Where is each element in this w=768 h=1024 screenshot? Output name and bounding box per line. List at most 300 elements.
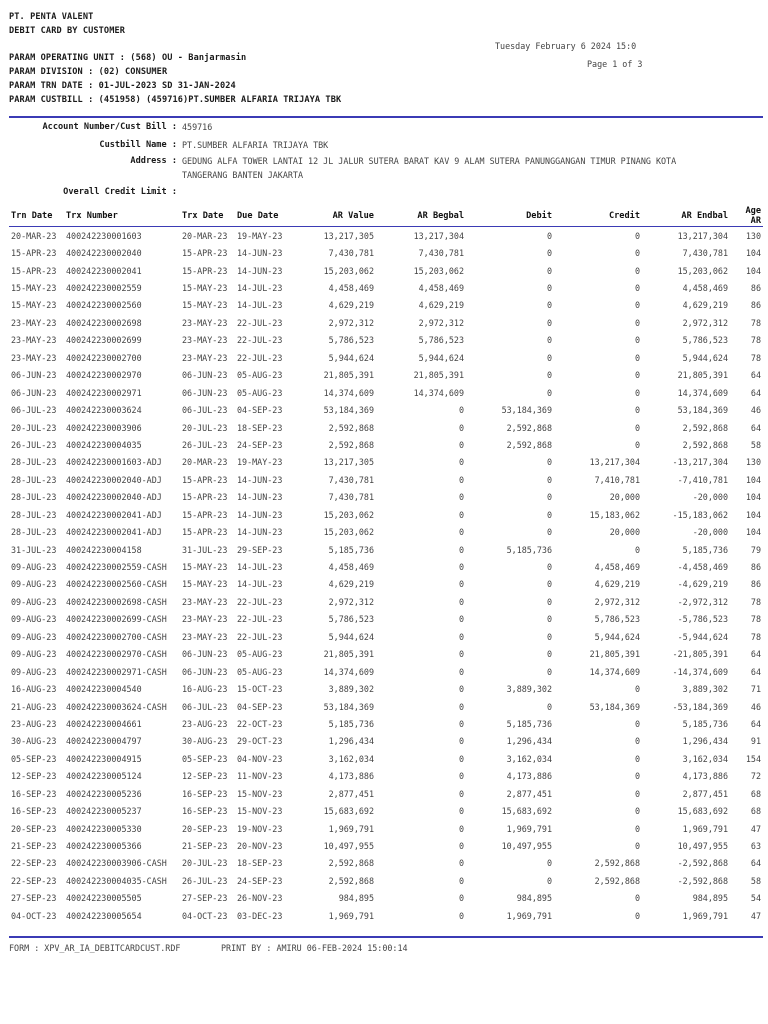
cell-ar-begbal: 2,972,312 (418, 317, 464, 328)
cell-age-ar: 46 (750, 701, 761, 712)
cell-trx-number: 400242230001603 (66, 230, 142, 241)
custbill-name-label: Custbill Name : (99, 140, 177, 150)
cell-trx-date: 06-JUL-23 (182, 701, 228, 712)
cell-trx-date: 15-MAY-23 (182, 300, 228, 311)
table-row (9, 768, 763, 785)
cell-ar-endbal: 15,683,692 (677, 806, 728, 817)
param-block (9, 51, 341, 107)
cell-ar-value: 2,972,312 (328, 317, 374, 328)
cell-ar-value: 2,592,868 (328, 858, 374, 869)
table-row (9, 837, 763, 854)
cell-trx-number: 400242230002699 (66, 335, 142, 346)
cell-ar-begbal: 13,217,304 (413, 230, 464, 241)
cell-due-date: 29-SEP-23 (237, 544, 283, 555)
cell-ar-value: 7,430,781 (328, 474, 374, 485)
cell-debit: 2,877,451 (506, 788, 552, 799)
cell-ar-begbal: 0 (458, 841, 464, 852)
cell-debit: 0 (546, 317, 552, 328)
cell-due-date: 19-MAY-23 (237, 230, 283, 241)
cell-trx-number: 400242230002971-CASH (66, 666, 167, 677)
cell-ar-value: 1,296,434 (328, 736, 374, 747)
table-row (9, 349, 763, 366)
table-row (9, 541, 763, 558)
cell-due-date: 05-AUG-23 (237, 649, 283, 660)
cell-trx-number: 400242230004540 (66, 684, 142, 695)
cell-ar-begbal: 0 (458, 457, 464, 468)
cell-credit: 0 (634, 910, 640, 921)
cell-due-date: 14-JUN-23 (237, 474, 283, 485)
custbill-name-value: PT.SUMBER ALFARIA TRIJAYA TBK (182, 140, 329, 150)
cell-ar-endbal: -2,592,868 (677, 875, 728, 886)
table-row (9, 715, 763, 732)
cell-trn-date: 23-MAY-23 (11, 335, 57, 346)
cell-debit: 4,173,886 (506, 771, 552, 782)
cell-credit: 0 (634, 684, 640, 695)
cell-credit: 0 (634, 841, 640, 852)
cell-debit: 0 (546, 509, 552, 520)
cell-ar-value: 10,497,955 (323, 841, 374, 852)
cell-due-date: 22-JUL-23 (237, 352, 283, 363)
cell-ar-begbal: 0 (458, 736, 464, 747)
cell-age-ar: 68 (750, 788, 761, 799)
cell-debit: 0 (546, 614, 552, 625)
cell-trn-date: 16-SEP-23 (11, 788, 57, 799)
cell-due-date: 14-JUL-23 (237, 562, 283, 573)
cell-trx-date: 20-JUL-23 (182, 422, 228, 433)
cell-ar-endbal: -2,592,868 (677, 858, 728, 869)
cell-age-ar: 71 (750, 684, 761, 695)
cell-trx-date: 15-APR-23 (182, 492, 228, 503)
cell-trx-date: 26-JUL-23 (182, 875, 228, 886)
cell-age-ar: 130 (745, 457, 761, 468)
cell-debit: 10,497,955 (501, 841, 552, 852)
cell-ar-begbal: 0 (458, 823, 464, 834)
cell-ar-value: 15,683,692 (323, 806, 374, 817)
cell-trx-number: 400242230002040-ADJ (66, 474, 162, 485)
cell-trn-date: 20-JUL-23 (11, 422, 57, 433)
cell-credit: 0 (634, 265, 640, 276)
table-row (9, 471, 763, 488)
cell-age-ar: 63 (750, 841, 761, 852)
cell-ar-value: 2,972,312 (328, 596, 374, 607)
cell-trx-date: 12-SEP-23 (182, 771, 228, 782)
cell-due-date: 05-AUG-23 (237, 387, 283, 398)
cell-age-ar: 64 (750, 387, 761, 398)
company-name: PT. PENTA VALENT (9, 12, 94, 22)
cell-credit: 15,183,062 (589, 509, 640, 520)
cell-ar-begbal: 7,430,781 (418, 248, 464, 259)
col-debit: Debit (526, 211, 552, 221)
cell-credit: 21,805,391 (589, 649, 640, 660)
cell-due-date: 22-JUL-23 (237, 317, 283, 328)
cell-ar-endbal: 53,184,369 (677, 405, 728, 416)
param-operating-unit: PARAM OPERATING UNIT : (568) OU - Banjarmasin (9, 53, 247, 63)
table-row (9, 523, 763, 540)
cell-due-date: 14-JUN-23 (237, 527, 283, 538)
cell-trx-number: 400242230002970-CASH (66, 649, 167, 660)
cell-credit: 0 (634, 771, 640, 782)
cell-ar-value: 4,458,469 (328, 283, 374, 294)
cell-debit: 0 (546, 492, 552, 503)
cell-trx-number: 400242230004797 (66, 736, 142, 747)
cell-credit: 2,592,868 (594, 858, 640, 869)
print-by: PRINT BY : AMIRU 06-FEB-2024 15:00:14 (221, 943, 408, 953)
cell-age-ar: 64 (750, 370, 761, 381)
cell-ar-value: 13,217,305 (323, 230, 374, 241)
cell-trn-date: 21-SEP-23 (11, 841, 57, 852)
cell-trx-date: 23-MAY-23 (182, 335, 228, 346)
cell-ar-value: 5,944,624 (328, 631, 374, 642)
cell-trx-date: 23-MAY-23 (182, 352, 228, 363)
cell-trx-date: 23-MAY-23 (182, 317, 228, 328)
cell-trx-date: 06-JUN-23 (182, 387, 228, 398)
cell-ar-value: 2,877,451 (328, 788, 374, 799)
cell-due-date: 24-SEP-23 (237, 875, 283, 886)
cell-due-date: 14-JUL-23 (237, 579, 283, 590)
cell-due-date: 04-SEP-23 (237, 701, 283, 712)
cell-ar-begbal: 5,944,624 (418, 352, 464, 363)
cell-credit: 0 (634, 893, 640, 904)
cell-trx-number: 400242230002040-ADJ (66, 492, 162, 503)
cell-debit: 0 (546, 631, 552, 642)
cell-ar-begbal: 0 (458, 509, 464, 520)
cell-due-date: 24-SEP-23 (237, 439, 283, 450)
cell-credit: 2,972,312 (594, 596, 640, 607)
cell-ar-endbal: -13,217,304 (672, 457, 728, 468)
cell-due-date: 22-JUL-23 (237, 614, 283, 625)
cell-age-ar: 154 (745, 753, 761, 764)
cell-debit: 0 (546, 562, 552, 573)
cell-trx-date: 20-MAR-23 (182, 457, 228, 468)
col-ar-endbal: AR Endbal (681, 211, 728, 221)
cell-credit: 0 (634, 230, 640, 241)
cell-trx-date: 23-MAY-23 (182, 614, 228, 625)
cell-trx-number: 400242230002041-ADJ (66, 527, 162, 538)
cell-trn-date: 30-AUG-23 (11, 736, 57, 747)
cell-trn-date: 15-MAY-23 (11, 300, 57, 311)
table-row (9, 454, 763, 471)
cell-debit: 0 (546, 457, 552, 468)
cell-ar-endbal: -20,000 (692, 527, 728, 538)
cell-age-ar: 78 (750, 317, 761, 328)
cell-trx-date: 05-SEP-23 (182, 753, 228, 764)
cell-trx-number: 400242230005366 (66, 841, 142, 852)
cell-trx-number: 400242230002560 (66, 300, 142, 311)
cell-trn-date: 04-OCT-23 (11, 910, 57, 921)
table-row (9, 332, 763, 349)
cell-age-ar: 54 (750, 893, 761, 904)
cell-ar-endbal: -4,629,219 (677, 579, 728, 590)
cell-trx-date: 04-OCT-23 (182, 910, 228, 921)
table-row (9, 419, 763, 436)
table-row (9, 907, 763, 924)
cell-debit: 0 (546, 230, 552, 241)
cell-credit: 5,786,523 (594, 614, 640, 625)
cell-ar-begbal: 0 (458, 631, 464, 642)
table-row (9, 506, 763, 523)
cell-age-ar: 64 (750, 858, 761, 869)
cell-age-ar: 104 (745, 509, 761, 520)
cell-due-date: 15-NOV-23 (237, 806, 283, 817)
cell-age-ar: 68 (750, 806, 761, 817)
cell-trn-date: 31-JUL-23 (11, 544, 57, 555)
cell-trx-date: 30-AUG-23 (182, 736, 228, 747)
table-row (9, 680, 763, 697)
cell-trx-number: 400242230002700 (66, 352, 142, 363)
cell-trx-number: 400242230002041-ADJ (66, 509, 162, 520)
cell-ar-endbal: 21,805,391 (677, 370, 728, 381)
cell-trn-date: 28-JUL-23 (11, 509, 57, 520)
cell-ar-begbal: 0 (458, 649, 464, 660)
cell-trx-date: 15-MAY-23 (182, 283, 228, 294)
cell-credit: 4,458,469 (594, 562, 640, 573)
col-trx-number: Trx Number (66, 211, 118, 221)
table-row (9, 628, 763, 645)
cell-credit: 0 (634, 248, 640, 259)
cell-age-ar: 64 (750, 666, 761, 677)
cell-ar-endbal: -5,944,624 (677, 631, 728, 642)
col-credit: Credit (608, 211, 640, 221)
cell-trn-date: 28-JUL-23 (11, 527, 57, 538)
cell-ar-endbal: -14,374,609 (672, 666, 728, 677)
cell-trn-date: 20-SEP-23 (11, 823, 57, 834)
cell-due-date: 04-NOV-23 (237, 753, 283, 764)
cell-ar-value: 3,889,302 (328, 684, 374, 695)
cell-age-ar: 64 (750, 718, 761, 729)
address-line-2: TANGERANG BANTEN JAKARTA (182, 170, 304, 180)
cell-debit: 0 (546, 352, 552, 363)
cell-ar-begbal: 0 (458, 753, 464, 764)
cell-trx-date: 16-SEP-23 (182, 806, 228, 817)
cell-trx-number: 400242230002700-CASH (66, 631, 167, 642)
cell-credit: 20,000 (609, 527, 640, 538)
cell-debit: 0 (546, 265, 552, 276)
cell-credit: 14,374,609 (589, 666, 640, 677)
cell-ar-value: 1,969,791 (328, 823, 374, 834)
table-row (9, 733, 763, 750)
cell-ar-value: 4,629,219 (328, 579, 374, 590)
cell-age-ar: 104 (745, 265, 761, 276)
col-due-date: Due Date (237, 211, 279, 221)
cell-due-date: 22-JUL-23 (237, 596, 283, 607)
cell-age-ar: 104 (745, 492, 761, 503)
cell-age-ar: 47 (750, 823, 761, 834)
cell-ar-value: 2,592,868 (328, 422, 374, 433)
cell-due-date: 26-NOV-23 (237, 893, 283, 904)
cell-ar-begbal: 0 (458, 684, 464, 695)
cell-trn-date: 21-AUG-23 (11, 701, 57, 712)
cell-trx-date: 15-APR-23 (182, 474, 228, 485)
cell-trn-date: 09-AUG-23 (11, 562, 57, 573)
cell-trx-date: 23-MAY-23 (182, 631, 228, 642)
cell-ar-value: 5,185,736 (328, 544, 374, 555)
cell-ar-value: 4,458,469 (328, 562, 374, 573)
cell-trn-date: 23-MAY-23 (11, 352, 57, 363)
cell-trx-date: 16-SEP-23 (182, 788, 228, 799)
cell-ar-value: 984,895 (338, 893, 374, 904)
cell-trx-date: 15-MAY-23 (182, 562, 228, 573)
cell-ar-begbal: 0 (458, 405, 464, 416)
table-row (9, 558, 763, 575)
cell-trn-date: 22-SEP-23 (11, 875, 57, 886)
cell-age-ar: 79 (750, 544, 761, 555)
cell-age-ar: 78 (750, 596, 761, 607)
cell-ar-endbal: 5,786,523 (682, 335, 728, 346)
cell-trx-date: 06-JUL-23 (182, 405, 228, 416)
cell-trx-number: 400242230004035 (66, 439, 142, 450)
cell-debit: 0 (546, 474, 552, 485)
cell-ar-value: 14,374,609 (323, 387, 374, 398)
cell-due-date: 14-JUL-23 (237, 300, 283, 311)
cell-credit: 0 (634, 370, 640, 381)
cell-ar-begbal: 0 (458, 596, 464, 607)
credit-limit-label: Overall Credit Limit : (63, 187, 177, 197)
table-row (9, 314, 763, 331)
cell-due-date: 11-NOV-23 (237, 771, 283, 782)
cell-ar-value: 13,217,305 (323, 457, 374, 468)
cell-debit: 2,592,868 (506, 439, 552, 450)
cell-trx-date: 06-JUN-23 (182, 649, 228, 660)
cell-debit: 0 (546, 527, 552, 538)
cell-trn-date: 09-AUG-23 (11, 631, 57, 642)
cell-trn-date: 16-SEP-23 (11, 806, 57, 817)
cell-ar-endbal: 5,185,736 (682, 544, 728, 555)
cell-credit: 2,592,868 (594, 875, 640, 886)
cell-trx-date: 31-JUL-23 (182, 544, 228, 555)
cell-trx-number: 400242230005236 (66, 788, 142, 799)
cell-age-ar: 58 (750, 439, 761, 450)
cell-ar-value: 14,374,609 (323, 666, 374, 677)
cell-age-ar: 104 (745, 248, 761, 259)
cell-trn-date: 09-AUG-23 (11, 649, 57, 660)
cell-ar-endbal: -53,184,369 (672, 701, 728, 712)
cell-trn-date: 20-MAR-23 (11, 230, 57, 241)
cell-ar-endbal: 984,895 (692, 893, 728, 904)
cell-credit: 0 (634, 544, 640, 555)
cell-debit: 1,969,791 (506, 823, 552, 834)
cell-ar-value: 5,185,736 (328, 718, 374, 729)
cell-ar-endbal: -15,183,062 (672, 509, 728, 520)
table-row (9, 244, 763, 261)
cell-age-ar: 64 (750, 422, 761, 433)
cell-due-date: 14-JUN-23 (237, 248, 283, 259)
cell-credit: 5,944,624 (594, 631, 640, 642)
cell-trx-date: 23-AUG-23 (182, 718, 228, 729)
cell-ar-begbal: 0 (458, 579, 464, 590)
cell-credit: 13,217,304 (589, 457, 640, 468)
cell-ar-begbal: 0 (458, 474, 464, 485)
cell-due-date: 14-JUL-23 (237, 283, 283, 294)
cell-debit: 5,185,736 (506, 544, 552, 555)
cell-age-ar: 78 (750, 335, 761, 346)
cell-trx-number: 400242230004661 (66, 718, 142, 729)
form-name: FORM : XPV_AR_IA_DEBITCARDCUST.RDF (9, 943, 181, 953)
cell-ar-begbal: 0 (458, 666, 464, 677)
cell-ar-value: 4,629,219 (328, 300, 374, 311)
cell-due-date: 22-JUL-23 (237, 335, 283, 346)
cell-trx-number: 400242230002560-CASH (66, 579, 167, 590)
cell-ar-value: 15,203,062 (323, 509, 374, 520)
cell-ar-begbal: 14,374,609 (413, 387, 464, 398)
cell-debit: 0 (546, 335, 552, 346)
cell-ar-value: 15,203,062 (323, 265, 374, 276)
table-row (9, 227, 763, 245)
cell-credit: 0 (634, 283, 640, 294)
cell-trx-number: 400242230002970 (66, 370, 142, 381)
cell-credit: 4,629,219 (594, 579, 640, 590)
table-row (9, 698, 763, 715)
cell-due-date: 05-AUG-23 (237, 666, 283, 677)
cell-ar-endbal: 13,217,304 (677, 230, 728, 241)
cell-credit: 0 (634, 405, 640, 416)
cell-credit: 0 (634, 352, 640, 363)
cell-trn-date: 27-SEP-23 (11, 893, 57, 904)
cell-ar-value: 5,944,624 (328, 352, 374, 363)
cell-age-ar: 58 (750, 875, 761, 886)
table-row (9, 384, 763, 401)
cell-ar-value: 4,173,886 (328, 771, 374, 782)
address-label: Address : (130, 156, 177, 166)
cell-trx-number: 400242230005505 (66, 893, 142, 904)
cell-credit: 0 (634, 788, 640, 799)
cell-trx-date: 15-APR-23 (182, 527, 228, 538)
cell-trx-number: 400242230002698 (66, 317, 142, 328)
cell-trx-number: 400242230001603-ADJ (66, 457, 162, 468)
cell-ar-begbal: 0 (458, 858, 464, 869)
cell-age-ar: 86 (750, 300, 761, 311)
cell-ar-value: 21,805,391 (323, 370, 374, 381)
page-info: Page 1 of 3 (587, 59, 643, 69)
cell-due-date: 15-OCT-23 (237, 684, 283, 695)
table-row (9, 367, 763, 384)
cell-ar-endbal: 4,173,886 (682, 771, 728, 782)
cell-trx-date: 15-APR-23 (182, 265, 228, 276)
cell-ar-value: 2,592,868 (328, 439, 374, 450)
cell-trx-number: 400242230002699-CASH (66, 614, 167, 625)
table-header-row (9, 206, 763, 227)
address-line-1: GEDUNG ALFA TOWER LANTAI 12 JL JALUR SUTERA BARAT KAV 9 ALAM SUTERA PANUNGGANGAN TIMUR PINANG KOTA (182, 156, 677, 166)
footer-divider (9, 936, 763, 938)
cell-trn-date: 15-MAY-23 (11, 283, 57, 294)
table-row (9, 646, 763, 663)
cell-trx-number: 400242230002559 (66, 283, 142, 294)
cell-age-ar: 72 (750, 771, 761, 782)
cell-due-date: 03-DEC-23 (237, 910, 283, 921)
cell-age-ar: 47 (750, 910, 761, 921)
cell-age-ar: 86 (750, 579, 761, 590)
cell-trn-date: 23-MAY-23 (11, 317, 57, 328)
cell-trx-number: 400242230003624 (66, 405, 142, 416)
table-row (9, 785, 763, 802)
cell-due-date: 05-AUG-23 (237, 370, 283, 381)
account-number-value: 459716 (182, 122, 213, 132)
cell-trn-date: 28-JUL-23 (11, 492, 57, 503)
cell-debit: 0 (546, 701, 552, 712)
table-row (9, 279, 763, 296)
cell-ar-endbal: 3,162,034 (682, 753, 728, 764)
cell-debit: 0 (546, 858, 552, 869)
cell-ar-begbal: 0 (458, 718, 464, 729)
cell-ar-value: 7,430,781 (328, 248, 374, 259)
table-row (9, 750, 763, 767)
cell-ar-begbal: 0 (458, 614, 464, 625)
table-row (9, 436, 763, 453)
cell-trn-date: 06-JUL-23 (11, 405, 57, 416)
cell-trx-number: 400242230005330 (66, 823, 142, 834)
table-row (9, 663, 763, 680)
report-header (9, 10, 125, 38)
cell-ar-endbal: 14,374,609 (677, 387, 728, 398)
